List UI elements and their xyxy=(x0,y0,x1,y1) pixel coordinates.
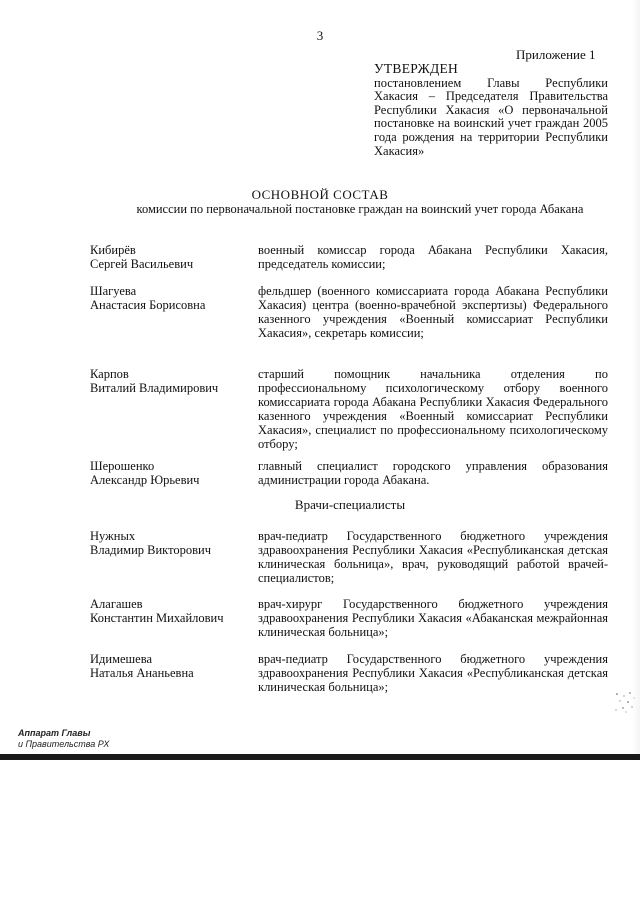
section-heading: Врачи-специалисты xyxy=(294,497,406,512)
member-surname: Шагуева xyxy=(90,284,137,298)
member-role: военный комиссар города Абакана Республики Хакасия, председатель комиссии; xyxy=(258,243,608,271)
scan-speckle xyxy=(612,690,636,714)
organization-stamp xyxy=(18,728,109,750)
doctor-given-name: Владимир Викторович xyxy=(90,543,212,557)
member-role: старший помощник начальника отделения по профессиональному психологическому отбору военного комиссариата города Абакана Республики Хакасия Федерального казенного учреждения «Военный комиссариат Республики Хакасия», специалист по профессиональному психологическому отбору; xyxy=(258,367,608,451)
scan-border-line xyxy=(0,754,640,760)
stamp-line: и Правительства РХ xyxy=(18,739,110,749)
doctor-role: врач-педиатр Государственного бюджетного учреждения здравоохранения Республики Хакасия «Республиканская детская клиническая больница», врач, руководящий работой врачей-специалистов; xyxy=(258,529,608,585)
member-name xyxy=(90,243,255,271)
approval-text: постановлением Главы Республики Хакасия – Председателя Правительства Республики Хакасия «О первоначальной постановке на воинский учет граждан 2005 года рождения на территории Республики Хакасия» xyxy=(374,75,608,158)
member-given-name: Сергей Васильевич xyxy=(90,257,194,271)
member-name xyxy=(90,367,255,395)
scan-edge xyxy=(632,0,640,760)
member-given-name: Александр Юрьевич xyxy=(90,473,200,487)
page-number: 3 xyxy=(316,28,324,43)
doctor-given-name: Наталья Ананьевна xyxy=(90,666,194,680)
document-heading: ОСНОВНОЙ СОСТАВ xyxy=(251,187,389,202)
doctor-role: врач-хирург Государственного бюджетного учреждения здравоохранения Республики Хакасия «Абаканская межрайонная клиническая больница»; xyxy=(258,597,608,639)
document-subtitle: комиссии по первоначальной постановке граждан на воинский учет города Абакана xyxy=(136,202,584,216)
member-role: главный специалист городского управления образования администрации города Абакана. xyxy=(258,459,608,487)
doctor-name xyxy=(90,597,255,625)
member-surname: Карпов xyxy=(90,367,129,381)
doctor-name xyxy=(90,529,255,557)
member-given-name: Виталий Владимирович xyxy=(90,381,219,395)
doctor-surname: Алагашев xyxy=(90,597,143,611)
member-name xyxy=(90,459,255,487)
doctor-name xyxy=(90,652,255,680)
doctor-role: врач-педиатр Государственного бюджетного учреждения здравоохранения Республики Хакасия «Республиканская детская клиническая больница»; xyxy=(258,652,608,694)
appendix-label: Приложение 1 xyxy=(516,47,596,62)
doctor-surname: Нужных xyxy=(90,529,136,543)
stamp-line: Аппарат Главы xyxy=(18,728,91,738)
member-surname: Шерошенко xyxy=(90,459,155,473)
doctor-surname: Идимешева xyxy=(90,652,152,666)
member-name xyxy=(90,284,255,312)
member-surname: Кибирёв xyxy=(90,243,136,257)
member-role: фельдшер (военного комиссариата города Абакана Республики Хакасия) центра (военно-врачебной экспертизы) Федерального казенного учреждения «Военный комиссариат Республики Хакасия», секретарь комиссии; xyxy=(258,284,608,340)
approval-title: УТВЕРЖДЕН xyxy=(374,61,459,76)
doctor-given-name: Константин Михайлович xyxy=(90,611,224,625)
approval-block xyxy=(374,62,608,158)
member-given-name: Анастасия Борисовна xyxy=(90,298,206,312)
